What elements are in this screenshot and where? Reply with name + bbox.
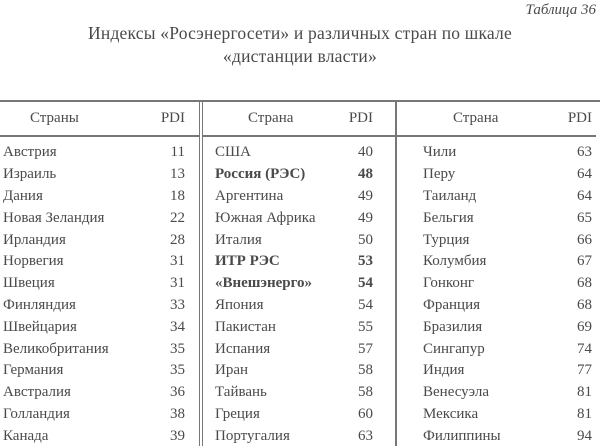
table-row xyxy=(397,404,596,426)
table-row xyxy=(0,273,199,295)
pdi-value: 34 xyxy=(170,318,185,335)
country-name: Испания xyxy=(215,340,271,357)
country-name: Португалия xyxy=(215,427,290,444)
country-name: Канада xyxy=(3,427,49,444)
country-name: Гонконг xyxy=(423,275,475,292)
pdi-value: 50 xyxy=(358,231,373,248)
pdi-value: 53 xyxy=(358,253,373,270)
country-name: Чили xyxy=(423,144,457,161)
pdi-value: 65 xyxy=(577,209,592,226)
pdi-value: 74 xyxy=(577,340,592,357)
pdi-value: 36 xyxy=(170,384,185,401)
pdi-value: 64 xyxy=(577,187,592,204)
country-name: Франция xyxy=(423,296,480,313)
table-row xyxy=(397,273,596,295)
title-line-1: Индексы «Росэнергосети» и различных стран по шкале xyxy=(88,23,512,43)
table-row xyxy=(203,142,395,164)
country-name: Швеция xyxy=(3,275,55,292)
table-row xyxy=(203,404,395,426)
country-name: Венесуэла xyxy=(423,384,489,401)
pdi-value: 64 xyxy=(577,166,592,183)
table-row xyxy=(0,360,199,382)
header-pdi: PDI xyxy=(567,110,592,126)
table-row xyxy=(203,207,395,229)
pdi-value: 58 xyxy=(358,384,373,401)
table-row xyxy=(397,295,596,317)
table-row xyxy=(203,186,395,208)
header-country: Страна xyxy=(453,110,499,126)
table-row xyxy=(397,316,596,338)
pdi-value: 66 xyxy=(577,231,592,248)
country-name: Иран xyxy=(215,362,249,379)
header-country: Страна xyxy=(248,110,294,126)
table-row xyxy=(397,164,596,186)
pdi-value: 31 xyxy=(170,253,185,270)
table-row xyxy=(0,382,199,404)
country-name: Великобритания xyxy=(3,340,109,357)
pdi-value: 54 xyxy=(358,275,373,292)
country-name: Израиль xyxy=(3,166,57,183)
table-row xyxy=(397,229,596,251)
table-row xyxy=(203,338,395,360)
title-line-2: «дистанции власти» xyxy=(223,46,377,66)
table-header xyxy=(397,102,596,137)
country-name: Колумбия xyxy=(423,253,487,270)
pdi-value: 55 xyxy=(358,318,373,335)
table-row xyxy=(0,316,199,338)
pdi-value: 77 xyxy=(577,362,592,379)
table-row xyxy=(397,360,596,382)
country-name: Индия xyxy=(423,362,465,379)
country-name: Бельгия xyxy=(423,209,474,226)
pdi-table xyxy=(0,100,600,446)
table-row xyxy=(203,251,395,273)
table-row xyxy=(0,338,199,360)
country-name: Голландия xyxy=(3,405,70,422)
country-name: ИТР РЭС xyxy=(215,253,280,270)
country-name: Южная Африка xyxy=(215,209,316,226)
table-row xyxy=(0,142,199,164)
country-name: Пакистан xyxy=(215,318,276,335)
table-row xyxy=(203,425,395,446)
table-row xyxy=(203,273,395,295)
table-row xyxy=(0,251,199,273)
header-pdi: PDI xyxy=(348,110,373,126)
header-country: Страны xyxy=(30,110,79,126)
country-name: Тайвань xyxy=(215,384,267,401)
country-name: «Внешэнерго» xyxy=(215,275,313,292)
country-name: Норвегия xyxy=(3,253,64,270)
pdi-value: 68 xyxy=(577,275,592,292)
table-row xyxy=(203,229,395,251)
table-column-group-1 xyxy=(0,102,203,446)
pdi-value: 58 xyxy=(358,362,373,379)
table-title xyxy=(0,22,600,68)
pdi-value: 68 xyxy=(577,296,592,313)
pdi-value: 57 xyxy=(358,340,373,357)
table-column-group-3 xyxy=(397,102,596,446)
country-name: Бразилия xyxy=(423,318,483,335)
table-header xyxy=(203,102,395,137)
pdi-value: 81 xyxy=(577,405,592,422)
table-row xyxy=(397,382,596,404)
pdi-value: 38 xyxy=(170,405,185,422)
table-column-group-2 xyxy=(203,102,397,446)
table-number: Таблица 36 xyxy=(525,2,596,18)
table-header xyxy=(0,102,199,137)
country-name: Швейцария xyxy=(3,318,77,335)
pdi-value: 33 xyxy=(170,296,185,313)
country-name: Аргентина xyxy=(215,187,284,204)
table-row xyxy=(397,338,596,360)
pdi-value: 49 xyxy=(358,187,373,204)
pdi-value: 94 xyxy=(577,427,592,444)
pdi-value: 40 xyxy=(358,144,373,161)
table-row xyxy=(0,295,199,317)
table-row xyxy=(397,186,596,208)
table-row xyxy=(397,207,596,229)
country-name: Австрия xyxy=(3,144,57,161)
country-name: Австралия xyxy=(3,384,71,401)
table-row xyxy=(203,295,395,317)
country-name: Новая Зеландия xyxy=(3,209,105,226)
pdi-value: 22 xyxy=(170,209,185,226)
table-row xyxy=(0,164,199,186)
pdi-value: 81 xyxy=(577,384,592,401)
pdi-value: 63 xyxy=(358,427,373,444)
pdi-value: 69 xyxy=(577,318,592,335)
country-name: Мексика xyxy=(423,405,479,422)
table-row xyxy=(0,207,199,229)
country-name: США xyxy=(215,144,251,161)
table-row xyxy=(0,229,199,251)
country-name: Россия (РЭС) xyxy=(215,166,306,183)
table-row xyxy=(0,404,199,426)
table-row xyxy=(203,382,395,404)
country-name: Перу xyxy=(423,166,456,183)
pdi-value: 60 xyxy=(358,405,373,422)
pdi-value: 49 xyxy=(358,209,373,226)
country-name: Турция xyxy=(423,231,470,248)
table-row xyxy=(397,251,596,273)
country-name: Япония xyxy=(215,296,264,313)
country-name: Ирландия xyxy=(3,231,66,248)
country-name: Финляндия xyxy=(3,296,76,313)
country-name: Германия xyxy=(3,362,64,379)
country-name: Дания xyxy=(3,187,43,204)
country-name: Таиланд xyxy=(423,187,477,204)
pdi-value: 63 xyxy=(577,144,592,161)
table-row xyxy=(0,425,199,446)
table-row xyxy=(203,316,395,338)
country-name: Италия xyxy=(215,231,262,248)
country-name: Сингапур xyxy=(423,340,485,357)
pdi-value: 28 xyxy=(170,231,185,248)
pdi-value: 35 xyxy=(170,340,185,357)
pdi-value: 48 xyxy=(358,166,373,183)
pdi-value: 31 xyxy=(170,275,185,292)
table-row xyxy=(0,186,199,208)
pdi-value: 11 xyxy=(170,144,185,161)
country-name: Греция xyxy=(215,405,260,422)
header-pdi: PDI xyxy=(160,110,185,126)
pdi-value: 13 xyxy=(170,166,185,183)
pdi-value: 39 xyxy=(170,427,185,444)
table-row xyxy=(397,425,596,446)
pdi-value: 67 xyxy=(577,253,592,270)
table-row xyxy=(203,164,395,186)
pdi-value: 35 xyxy=(170,362,185,379)
pdi-value: 54 xyxy=(358,296,373,313)
table-row xyxy=(203,360,395,382)
pdi-value: 18 xyxy=(170,187,185,204)
country-name: Филиппины xyxy=(423,427,501,444)
table-row xyxy=(397,142,596,164)
